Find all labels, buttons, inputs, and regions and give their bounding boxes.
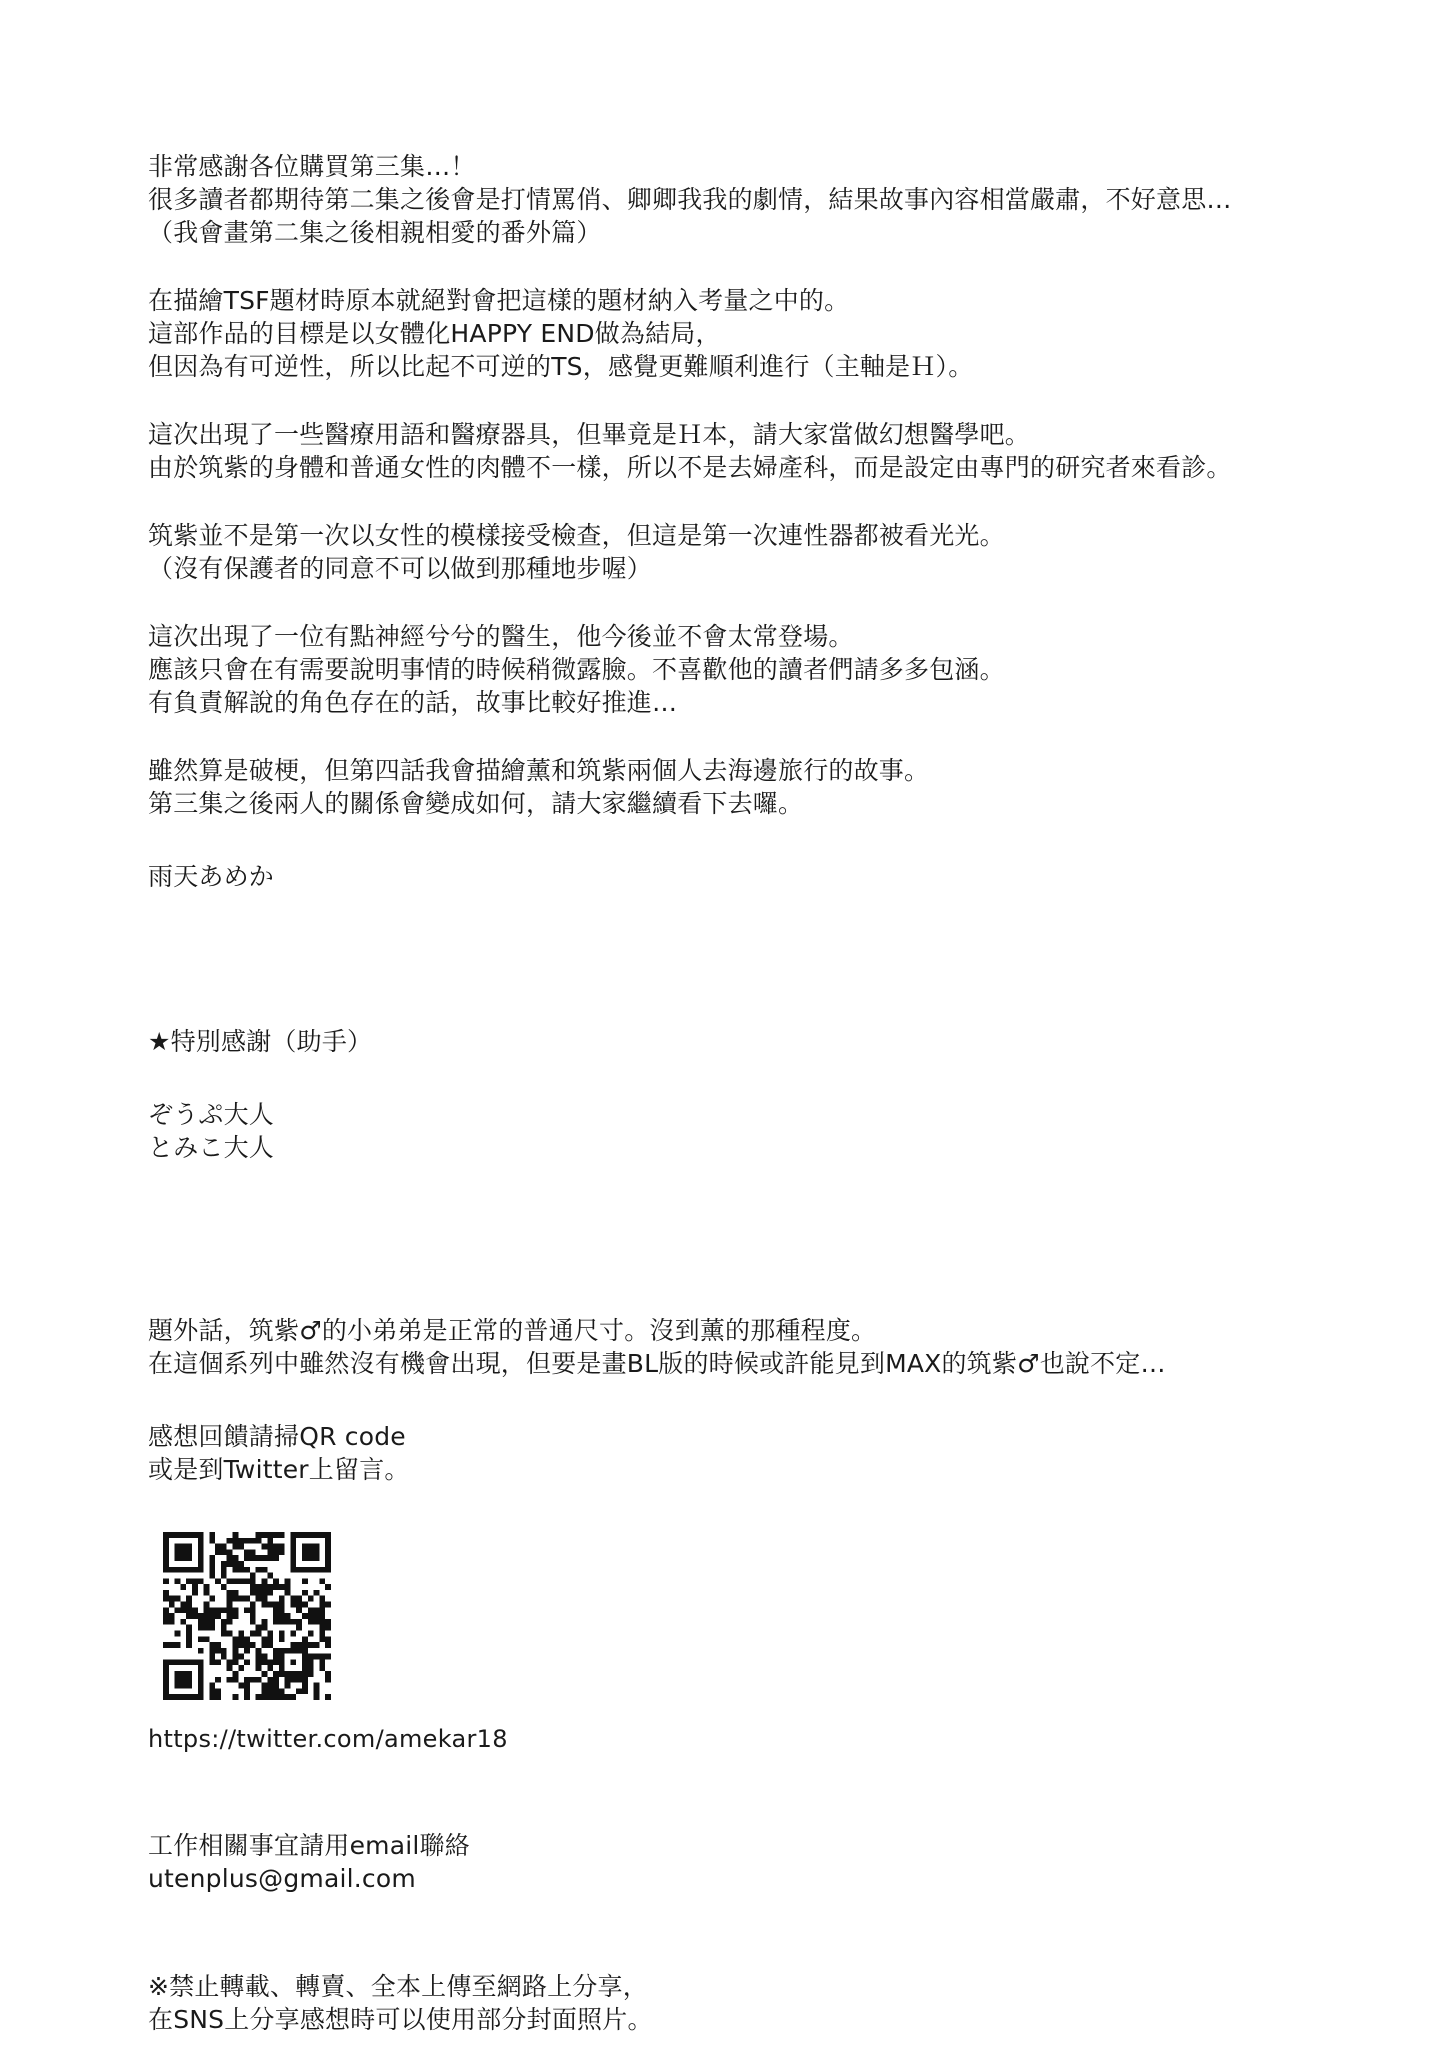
doctor-paragraph [148, 620, 1378, 719]
contact-label: 工作相關事宜請用email聯絡 [148, 1831, 470, 1860]
text-line: 由於筑紫的身體和普通女性的肉體不一樣，所以不是去婦產科，而是設定由專門的研究者來看診。 [148, 453, 1232, 482]
text-line: 雖然算是破梗，但第四話我會描繪薰和筑紫兩個人去海邊旅行的故事。 [148, 756, 930, 785]
text-line: 非常感謝各位購買第三集…！ [148, 152, 476, 181]
text-line: 這部作品的目標是以女體化HAPPY END做為結局， [148, 319, 721, 348]
qr-code-icon [163, 1532, 331, 1700]
text-line: 感想回饋請掃QR code [148, 1422, 406, 1451]
text-line: 這次出現了一些醫療用語和醫療器具，但畢竟是Ｈ本，請大家當做幻想醫學吧。 [148, 420, 1031, 449]
exam-paragraph [148, 519, 1378, 585]
aside-paragraph [148, 1314, 1378, 1380]
afterword-page [148, 150, 1378, 2036]
assistant-name: とみこ大人 [148, 1133, 275, 1162]
text-line: 在描繪TSF題材時原本就絕對會把這樣的題材納入考量之中的。 [148, 286, 850, 315]
feedback-paragraph [148, 1420, 1378, 1486]
text-line: （我會畫第二集之後相親相愛的番外篇） [148, 218, 602, 247]
special-thanks-title: ★特別感謝（助手） [148, 1027, 373, 1056]
text-line: 或是到Twitter上留言。 [148, 1455, 410, 1484]
text-line: 但因為有可逆性，所以比起不可逆的TS，感覺更難順利進行（主軸是Ｈ）。 [148, 352, 974, 381]
notice-paragraph [148, 1970, 1378, 2036]
tsf-paragraph [148, 284, 1378, 383]
contact-email[interactable]: utenplus@gmail.com [148, 1864, 416, 1893]
spoiler-paragraph [148, 754, 1378, 820]
text-line: 很多讀者都期待第二集之後會是打情罵俏、卿卿我我的劇情，結果故事內容相當嚴肅，不好意思… [148, 185, 1232, 214]
text-line: （沒有保護者的同意不可以做到那種地步喔） [148, 554, 653, 583]
text-line: 這次出現了一位有點神經兮兮的醫生，他今後並不會太常登場。 [148, 622, 854, 651]
text-line: 筑紫並不是第一次以女性的模樣接受檢查，但這是第一次連性器都被看光光。 [148, 521, 1005, 550]
assistant-name: ぞうぷ大人 [148, 1100, 275, 1129]
twitter-link[interactable]: https://twitter.com/amekar18 [148, 1725, 508, 1753]
medical-paragraph [148, 418, 1378, 484]
contact-paragraph [148, 1829, 1378, 1895]
text-line: 第三集之後兩人的關係會變成如何，請大家繼續看下去囉。 [148, 789, 804, 818]
text-line: 題外話，筑紫♂的小弟弟是正常的普通尺寸。沒到薰的那種程度。 [148, 1316, 877, 1345]
text-line: 有負責解說的角色存在的話，故事比較好推進… [148, 688, 678, 717]
assistants-list [148, 1098, 1378, 1164]
text-line: 應該只會在有需要說明事情的時候稍微露臉。不喜歡他的讀者們請多多包涵。 [148, 655, 1005, 684]
qr-code-image[interactable] [163, 1532, 331, 1700]
thanks-paragraph [148, 150, 1378, 249]
author-signature: 雨天あめか [148, 862, 275, 891]
text-line: ※禁止轉載、轉賣、全本上傳至網路上分享， [148, 1972, 648, 2001]
text-line: 在SNS上分享感想時可以使用部分封面照片。 [148, 2005, 653, 2034]
text-line: 在這個系列中雖然沒有機會出現，但要是畫BL版的時候或許能見到MAX的筑紫♂也說不定… [148, 1349, 1166, 1378]
